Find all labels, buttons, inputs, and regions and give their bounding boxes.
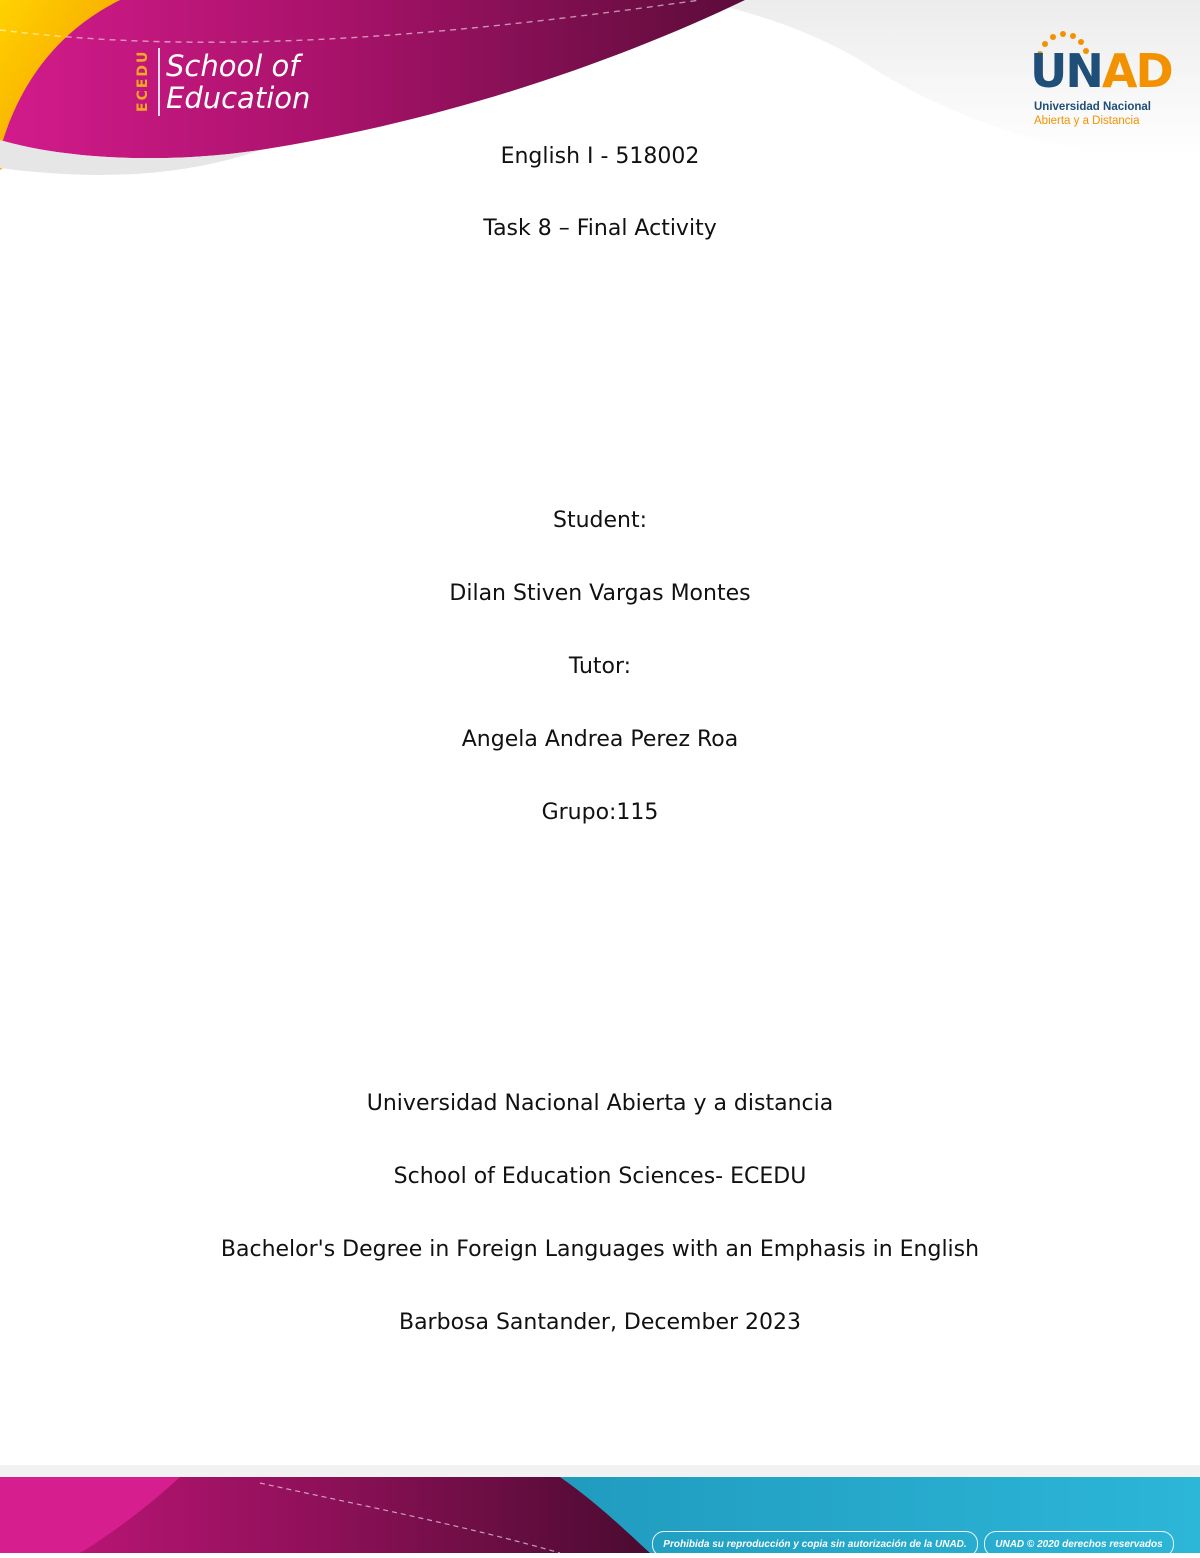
degree-name: Bachelor's Degree in Foreign Languages with an Emphasis in English [220, 1237, 980, 1262]
unad-subtitle-1: Universidad Nacional [1034, 101, 1151, 113]
task-title: Task 8 – Final Activity [483, 216, 717, 241]
student-name: Dilan Stiven Vargas Montes [449, 581, 751, 606]
university-name: Universidad Nacional Abierta y a distancia [366, 1091, 834, 1116]
copyright-notice-right: UNAD © 2020 derechos reservados [984, 1531, 1174, 1557]
place-date: Barbosa Santander, December 2023 [398, 1310, 801, 1335]
group-number: Grupo:115 [541, 800, 659, 825]
course-title: English I - 518002 [500, 144, 700, 169]
tutor-label: Tutor: [568, 654, 632, 679]
ecedu-vertical-text: ECEDU [135, 49, 151, 113]
unad-logo [1030, 30, 1170, 130]
tutor-name: Angela Andrea Perez Roa [461, 727, 739, 752]
unad-subtitle-2: Abierta y a Distancia [1034, 115, 1140, 127]
logo-divider [158, 48, 160, 116]
student-label: Student: [552, 508, 647, 533]
school-name: School of Education Sciences- ECEDU [393, 1164, 807, 1189]
education-text: Education [166, 81, 311, 115]
ecedu-logo [132, 44, 332, 120]
school-of-text: School of [166, 49, 300, 83]
unad-wordmark: UNAD [1030, 44, 1172, 98]
copyright-notice-left: Prohibida su reproducción y copia sin autorización de la UNAD. [652, 1531, 978, 1557]
